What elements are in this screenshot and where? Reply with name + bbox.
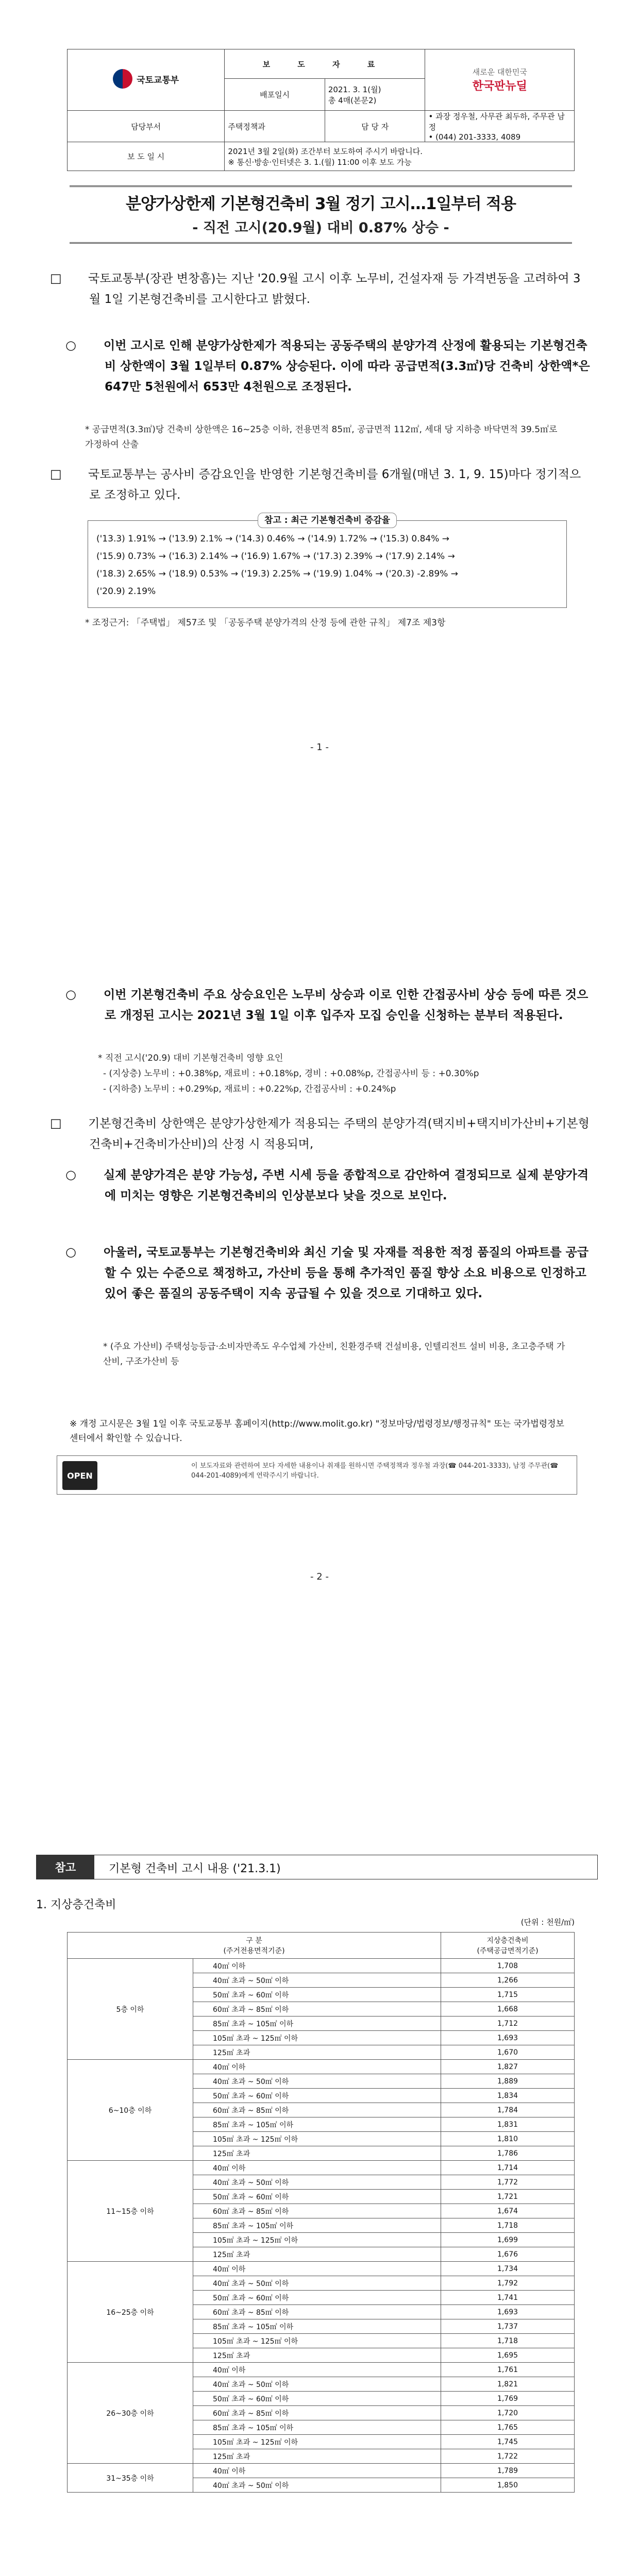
cost-value-cell: 1,708 — [441, 1959, 575, 1973]
p2-text-2: 기본형건축비 상한액은 분양가상한제가 적용되는 주택의 분양가격(택지비+택지비가산비+기본형건축비+건축비가산비)의 산정 시 적용되며, — [88, 1117, 590, 1151]
cost-value-cell: 1,769 — [441, 2392, 575, 2406]
area-range-cell: 40㎡ 이하 — [193, 2464, 441, 2478]
cost-value-cell: 1,715 — [441, 1988, 575, 2002]
cost-value-cell: 1,810 — [441, 2132, 575, 2146]
area-range-cell: 50㎡ 초과 ~ 60㎡ 이하 — [193, 2089, 441, 2103]
cost-value-cell: 1,789 — [441, 2464, 575, 2478]
col-cost-sub: (주택공급면적기준) — [477, 1947, 539, 1955]
area-range-cell: 85㎡ 초과 ~ 105㎡ 이하 — [193, 2218, 441, 2233]
circle-bullet-icon: ○ — [65, 987, 76, 1002]
area-range-cell: 50㎡ 초과 ~ 60㎡ 이하 — [193, 1988, 441, 2002]
col-cost-label: 지상층건축비 — [486, 1937, 529, 1945]
p1-text-3: 국토교통부는 공사비 증감요인을 반영한 기본형건축비를 6개월(매년 3. 1, 9. 15)마다 정기적으로 조정하고 있다. — [88, 468, 581, 502]
page-number-1: - 1 - — [310, 742, 329, 753]
reference-header — [36, 1855, 598, 1879]
area-range-cell: 125㎡ 초과 — [193, 2045, 441, 2060]
p2-text-4: 아울러, 국토교통부는 기본형건축비와 최신 기술 및 자재를 적용한 적정 품질의 아파트를 공급할 수 있는 수준으로 책정하고, 가산비 등을 통해 추가적인 품질 향상 소요 비용으로 인정하고 있어 좋은 품질의 공동주택이 지속 공급될 수 있을 것으로 기대하고 있다. — [104, 1246, 589, 1300]
cost-value-cell: 1,676 — [441, 2247, 575, 2262]
area-range-cell: 50㎡ 초과 ~ 60㎡ 이하 — [193, 2291, 441, 2305]
person-value — [425, 111, 575, 142]
area-range-cell: 50㎡ 초과 ~ 60㎡ 이하 — [193, 2190, 441, 2204]
rate-line-3: ('18.3) 2.65% → ('18.9) 0.53% → ('19.3) 2.25% → ('19.9) 1.04% → ('20.3) -2.89% → — [96, 569, 458, 579]
p2-text-3: 실제 분양가격은 분양 가능성, 주변 시세 등을 종합적으로 감안하여 결정되므로 실제 분양가격에 미치는 영향은 기본형건축비의 인상분보다 낮을 것으로 보인다. — [104, 1168, 589, 1202]
cost-value-cell: 1,821 — [441, 2377, 575, 2392]
rate-line-1: ('13.3) 1.91% → ('13.9) 2.1% → ('14.3) 0.46% → ('14.9) 1.72% → ('15.3) 0.84% → — [96, 534, 450, 544]
area-range-cell: 105㎡ 초과 ~ 125㎡ 이하 — [193, 2435, 441, 2449]
area-range-cell: 40㎡ 초과 ~ 50㎡ 이하 — [193, 2478, 441, 2493]
p2-paragraph-1 — [65, 984, 592, 1026]
area-range-cell: 40㎡ 초과 ~ 50㎡ 이하 — [193, 1973, 441, 1988]
square-bullet-icon: □ — [50, 467, 62, 481]
title-rule-top — [70, 185, 572, 187]
cost-value-cell: 1,741 — [441, 2291, 575, 2305]
cost-value-cell: 1,699 — [441, 2233, 575, 2247]
cost-value-cell: 1,693 — [441, 2031, 575, 2045]
area-range-cell: 40㎡ 이하 — [193, 2060, 441, 2074]
cost-value-cell: 1,718 — [441, 2334, 575, 2348]
area-range-cell: 40㎡ 이하 — [193, 2262, 441, 2276]
cost-value-cell: 1,850 — [441, 2478, 575, 2493]
release-value — [325, 79, 425, 111]
p2-paragraph-2 — [50, 1113, 592, 1155]
rate-history-box — [88, 515, 567, 608]
cost-value-cell: 1,827 — [441, 2060, 575, 2074]
dept-value: 주택정책과 — [225, 111, 325, 142]
taeguk-icon — [113, 69, 132, 89]
area-range-cell: 125㎡ 초과 — [193, 2146, 441, 2161]
area-range-cell: 40㎡ 초과 ~ 50㎡ 이하 — [193, 2276, 441, 2291]
embargo-line-2: ※ 통신·방송·인터넷은 3. 1.(월) 11:00 이후 보도 가능 — [228, 157, 412, 167]
table-row — [68, 2464, 575, 2478]
square-bullet-icon: □ — [50, 1116, 62, 1130]
p2-note-1b: - (지상층) 노무비 : +0.38%p, 재료비 : +0.18%p, 경비 : +0.08%p, 간접공사비 등 : +0.30%p — [103, 1069, 479, 1079]
ministry-logo-cell — [68, 49, 225, 111]
area-range-cell: 125㎡ 초과 — [193, 2348, 441, 2363]
area-range-cell: 85㎡ 초과 ~ 105㎡ 이하 — [193, 2420, 441, 2435]
rate-line-4: ('20.9) 2.19% — [96, 586, 156, 597]
cost-value-cell: 1,831 — [441, 2117, 575, 2132]
release-date: 2021. 3. 1(월) — [328, 84, 381, 94]
rate-line-2: ('15.9) 0.73% → ('16.3) 2.14% → ('16.9) 1.67% → ('17.3) 2.39% → ('17.9) 2.14% → — [96, 551, 455, 562]
page-2 — [0, 902, 639, 1808]
p2-note-1c: - (지하층) 노무비 : +0.29%p, 재료비 : +0.22%p, 간접공사비 : +0.24%p — [103, 1084, 396, 1094]
area-range-cell: 85㎡ 초과 ~ 105㎡ 이하 — [193, 2016, 441, 2031]
page-3 — [0, 1808, 639, 2576]
cost-value-cell: 1,720 — [441, 2406, 575, 2420]
cost-value-cell: 1,714 — [441, 2161, 575, 2175]
area-range-cell: 125㎡ 초과 — [193, 2247, 441, 2262]
area-range-cell: 60㎡ 초과 ~ 85㎡ 이하 — [193, 2305, 441, 2319]
floor-group-cell: 11~15층 이하 — [68, 2161, 193, 2262]
area-range-cell: 40㎡ 이하 — [193, 1959, 441, 1973]
area-range-cell: 60㎡ 초과 ~ 85㎡ 이하 — [193, 2103, 441, 2117]
cost-value-cell: 1,772 — [441, 2175, 575, 2190]
cost-value-cell: 1,695 — [441, 2348, 575, 2363]
floor-group-cell: 5층 이하 — [68, 1959, 193, 2060]
area-range-cell: 105㎡ 초과 ~ 125㎡ 이하 — [193, 2334, 441, 2348]
area-range-cell: 125㎡ 초과 — [193, 2449, 441, 2464]
reference-tag: 참고 — [37, 1855, 94, 1879]
area-range-cell: 40㎡ 이하 — [193, 2363, 441, 2377]
ministry-name: 국토교통부 — [137, 75, 179, 86]
section-above-ground: 1. 지상층건축비 — [36, 1899, 116, 1911]
person-label: 담 당 자 — [325, 111, 425, 142]
embargo-label: 보 도 일 시 — [68, 142, 225, 171]
area-range-cell: 85㎡ 초과 ~ 105㎡ 이하 — [193, 2117, 441, 2132]
table-row — [68, 2262, 575, 2276]
cost-value-cell: 1,792 — [441, 2276, 575, 2291]
release-pages: 총 4매(본문2) — [328, 95, 377, 105]
cost-value-cell: 1,266 — [441, 1973, 575, 1988]
emblem-line-2: 한국판뉴딜 — [472, 80, 527, 93]
cost-value-cell: 1,761 — [441, 2363, 575, 2377]
p1-note-1: * 공급면적(3.3㎡)당 건축비 상한액은 16~25층 이하, 전용면적 85㎡, 공급면적 112㎡, 세대 당 지하층 바닥면적 39.5㎡로 가정하여 산출 — [85, 425, 558, 450]
cost-value-cell: 1,674 — [441, 2204, 575, 2218]
reference-title: 기본형 건축비 고시 내용 ('21.3.1) — [109, 1862, 281, 1875]
p2-text-1: 이번 기본형건축비 주요 상승요인은 노무비 상승과 이로 인한 간접공사비 상승 등에 따른 것으로 개정된 고시는 2021년 3월 1일 이후 입주자 모집 승인을 신청하는 분부터 적용된다. — [104, 988, 588, 1022]
cost-value-cell: 1,737 — [441, 2319, 575, 2334]
p1-paragraph-1 — [50, 268, 592, 310]
open-license-icon: OPEN — [62, 1461, 97, 1490]
table-row — [68, 2363, 575, 2377]
cost-value-cell: 1,693 — [441, 2305, 575, 2319]
new-deal-emblem — [425, 49, 575, 111]
emblem-line-1: 새로운 대한민국 — [472, 67, 527, 77]
area-range-cell: 105㎡ 초과 ~ 125㎡ 이하 — [193, 2132, 441, 2146]
area-range-cell: 85㎡ 초과 ~ 105㎡ 이하 — [193, 2319, 441, 2334]
embargo-line-1: 2021년 3월 2일(화) 조간부터 보도하여 주시기 바랍니다. — [228, 146, 423, 156]
area-range-cell: 50㎡ 초과 ~ 60㎡ 이하 — [193, 2392, 441, 2406]
cost-value-cell: 1,784 — [441, 2103, 575, 2117]
rate-box-title: 참고 : 최근 기본형건축비 증감율 — [258, 513, 397, 528]
col-category-sub: (주거전용면적기준) — [223, 1947, 285, 1955]
page-number-2: - 2 - — [310, 1571, 329, 1582]
p1-paragraph-3 — [50, 464, 592, 505]
contact-note: ※ 개정 고시문은 3월 1일 이후 국토교통부 홈페이지(http://www.molit.go.kr) "정보마당/법령정보/행정규칙" 또는 국가법령정보센터에서 확인할 수 있습니다. — [70, 1419, 564, 1444]
embargo-value — [225, 142, 575, 171]
release-label: 배포일시 — [225, 79, 325, 111]
headline-subtitle: - 직전 고시(20.9월) 대비 0.87% 상승 - — [192, 220, 449, 236]
cost-value-cell: 1,722 — [441, 2449, 575, 2464]
press-header — [67, 49, 575, 171]
cost-value-cell: 1,765 — [441, 2420, 575, 2435]
area-range-cell: 40㎡ 초과 ~ 50㎡ 이하 — [193, 2377, 441, 2392]
unit-label: (단위 : 천원/㎡) — [520, 1918, 575, 1927]
cost-value-cell: 1,734 — [441, 2262, 575, 2276]
area-range-cell: 105㎡ 초과 ~ 125㎡ 이하 — [193, 2233, 441, 2247]
p2-paragraph-3 — [65, 1164, 592, 1206]
page-1 — [0, 0, 639, 902]
col-cost-header — [441, 1933, 575, 1959]
area-range-cell: 60㎡ 초과 ~ 85㎡ 이하 — [193, 2204, 441, 2218]
square-bullet-icon: □ — [50, 271, 62, 285]
cost-value-cell: 1,668 — [441, 2002, 575, 2016]
p1-text-2: 이번 고시로 인해 분양가상한제가 적용되는 공동주택의 분양가격 산정에 활용되는 기본형건축비 상한액이 3월 1일부터 0.87% 상승된다. 이에 따라 공급면적(3.3㎡)당 건축비 상한액*은 647만 5천원에서 653만 4천원으로 조정된다. — [104, 339, 590, 394]
circle-bullet-icon: ○ — [65, 1167, 76, 1182]
table-row — [68, 2161, 575, 2175]
cost-value-cell: 1,834 — [441, 2089, 575, 2103]
ministry-logo — [113, 69, 179, 89]
p1-note-2: * 조정근거: 「주택법」 제57조 및 「공동주택 분양가격의 산정 등에 관한 규칙」 제7조 제3항 — [85, 618, 446, 628]
table-row — [68, 1959, 575, 1973]
person-phone: • (044) 201-3333, 4089 — [428, 132, 521, 142]
title-rule-bottom — [70, 242, 572, 244]
dept-label: 담당부서 — [68, 111, 225, 142]
floor-group-cell: 26~30층 이하 — [68, 2363, 193, 2464]
floor-group-cell: 31~35층 이하 — [68, 2464, 193, 2493]
cost-value-cell: 1,670 — [441, 2045, 575, 2060]
press-title: 보 도 자 료 — [225, 49, 425, 79]
p2-note-1a: * 직전 고시('20.9) 대비 기본형건축비 영향 요인 — [98, 1053, 283, 1063]
above-ground-cost-table — [67, 1932, 575, 2493]
cost-value-cell: 1,889 — [441, 2074, 575, 2089]
cost-value-cell: 1,745 — [441, 2435, 575, 2449]
cost-value-cell: 1,718 — [441, 2218, 575, 2233]
area-range-cell: 60㎡ 초과 ~ 85㎡ 이하 — [193, 2002, 441, 2016]
cost-value-cell: 1,786 — [441, 2146, 575, 2161]
floor-group-cell: 6~10층 이하 — [68, 2060, 193, 2161]
cost-value-cell: 1,712 — [441, 2016, 575, 2031]
p1-paragraph-2 — [65, 335, 592, 397]
circle-bullet-icon: ○ — [65, 338, 76, 352]
col-category-header — [68, 1933, 441, 1959]
area-range-cell: 60㎡ 초과 ~ 85㎡ 이하 — [193, 2406, 441, 2420]
area-range-cell: 105㎡ 초과 ~ 125㎡ 이하 — [193, 2031, 441, 2045]
open-license-text: 이 보도자료와 관련하여 보다 자세한 내용이나 취재를 원하시면 주택정책과 정우철 과장(☎ 044-201-3333), 남정 주무관(☎ 044-201-4089)에게 연락주시기 바랍니다. — [191, 1462, 559, 1480]
person-names: • 과장 정우철, 사무관 최두하, 주무관 남정 — [428, 112, 565, 132]
p2-note-2: * (주요 가산비) 주택성능등급·소비자만족도 우수업체 가산비, 친환경주택 건설비용, 인텔리전트 설비 비용, 초고층주택 가산비, 구조가산비 등 — [103, 1342, 565, 1367]
area-range-cell: 40㎡ 초과 ~ 50㎡ 이하 — [193, 2175, 441, 2190]
circle-bullet-icon: ○ — [65, 1245, 76, 1259]
col-category-label: 구 분 — [246, 1937, 262, 1945]
area-range-cell: 40㎡ 이하 — [193, 2161, 441, 2175]
p2-paragraph-4 — [65, 1242, 592, 1304]
area-range-cell: 40㎡ 초과 ~ 50㎡ 이하 — [193, 2074, 441, 2089]
headline-title: 분양가상한제 기본형건축비 3월 정기 고시…1일부터 적용 — [126, 195, 516, 213]
open-license-box — [57, 1455, 577, 1495]
p1-text-1: 국토교통부(장관 변창흠)는 지난 '20.9월 고시 이후 노무비, 건설자재 등 가격변동을 고려하여 3월 1일 기본형건축비를 고시한다고 밝혔다. — [88, 272, 581, 306]
cost-value-cell: 1,721 — [441, 2190, 575, 2204]
table-row — [68, 2060, 575, 2074]
floor-group-cell: 16~25층 이하 — [68, 2262, 193, 2363]
